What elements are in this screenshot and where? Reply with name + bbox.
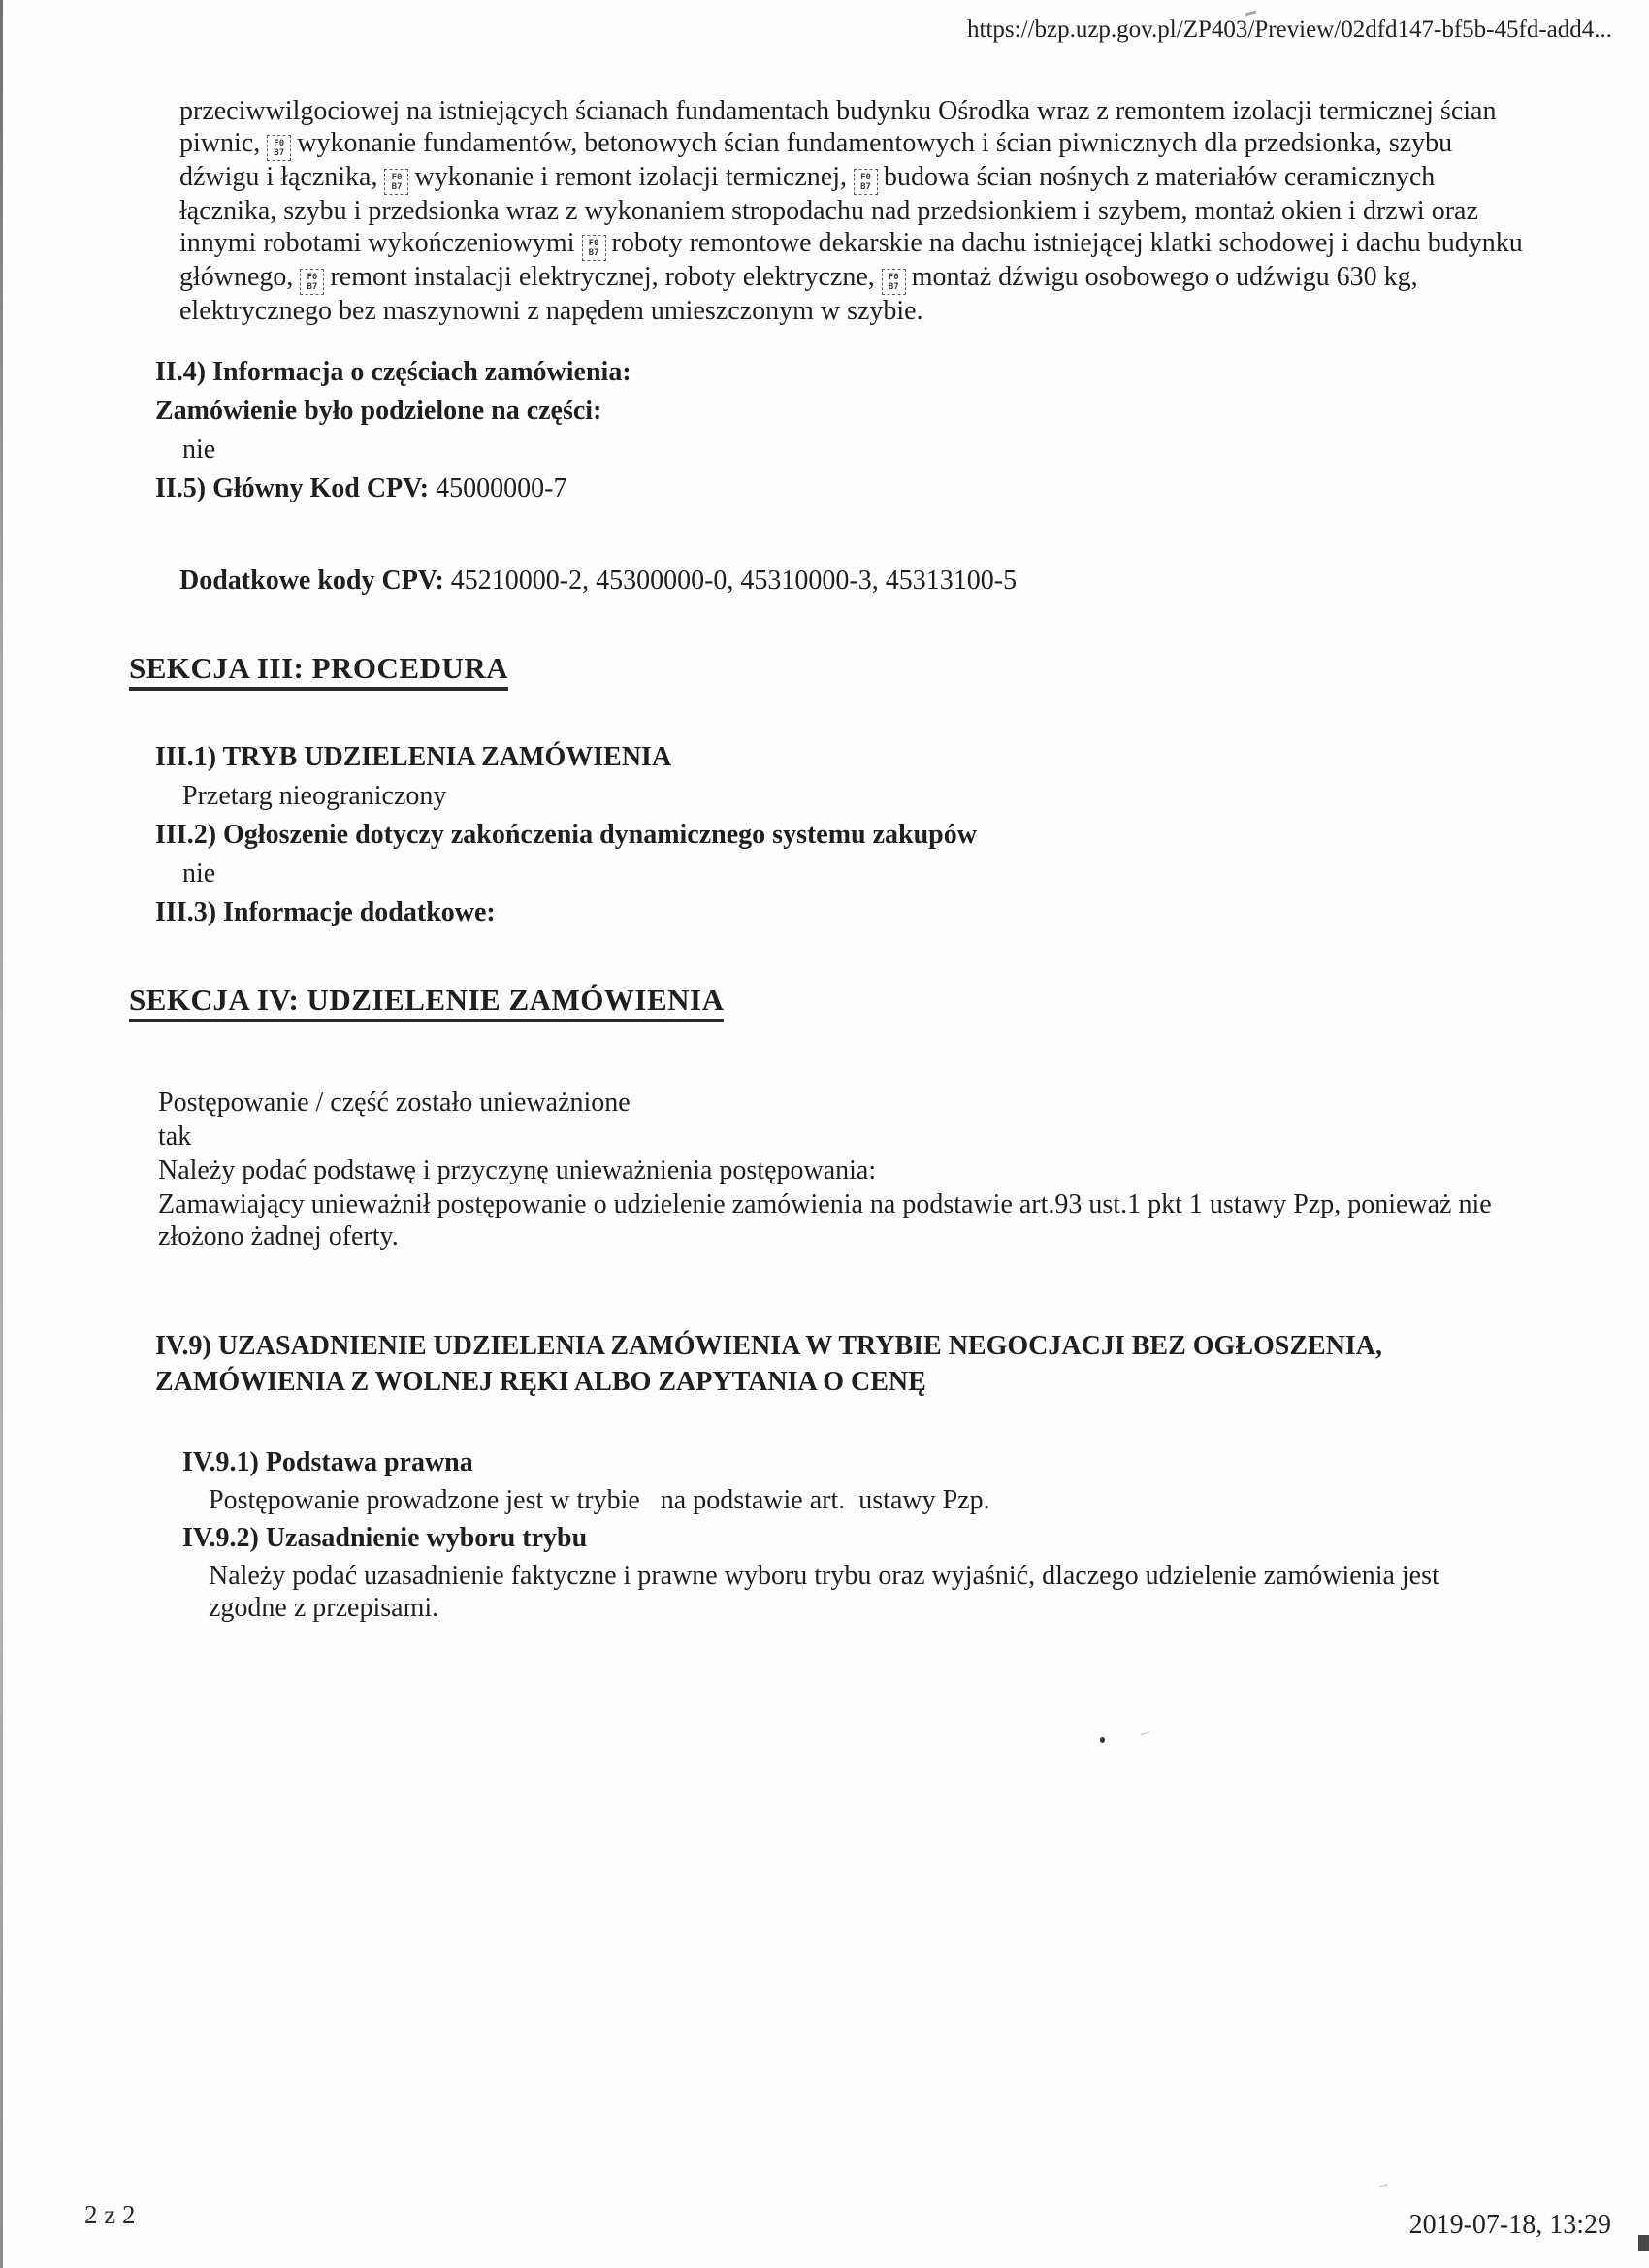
body-iv91: Postępowanie prowadzone jest w trybie na podstawie art. ustawy Pzp. bbox=[209, 1485, 990, 1515]
footer-page-indicator: 2 z 2 bbox=[84, 2200, 136, 2229]
heading-ii4: II.4) Informacja o częściach zamówienia: bbox=[155, 357, 631, 387]
label-ii5: II.5) Główny Kod CPV: bbox=[155, 473, 436, 503]
missing-glyph-icon: F0 B7 bbox=[582, 235, 606, 261]
body-iv92: Należy podać uzasadnienie faktyczne i prawne wyboru trybu oraz wyjaśnić, dlaczego udzielenie zamówienia jest zgodne z przepisami. bbox=[209, 1561, 1439, 1623]
intro-paragraph bbox=[179, 95, 1523, 327]
heading-iii3: III.3) Informacje dodatkowe: bbox=[155, 897, 496, 927]
scan-tick-artifact bbox=[1141, 1732, 1149, 1736]
footer-timestamp: 2019-07-18, 13:29 bbox=[1408, 2210, 1611, 2240]
iv9-subsections bbox=[129, 1446, 1526, 1624]
paragraph-text: wykonanie fundamentów, betonowych ścian fundamentowych i ścian piwnicznych dla przedsionka, szybu dźwigu i łącznika, bbox=[179, 128, 1453, 192]
value-cpv-extra: 45210000-2, 45300000-0, 45310000-3, 45313100-5 bbox=[450, 566, 1018, 596]
value-iii2: nie bbox=[182, 859, 216, 889]
scan-speck bbox=[1100, 1737, 1105, 1743]
heading-iii1: III.1) TRYB UDZIELENIA ZAMÓWIENIA bbox=[155, 742, 672, 772]
missing-glyph-icon: F0 B7 bbox=[882, 269, 906, 295]
value-iii1: Przetarg nieograniczony bbox=[182, 781, 447, 811]
paragraph-text: wykonanie i remont izolacji termicznej, bbox=[414, 162, 847, 192]
document-body bbox=[129, 95, 1526, 1624]
paragraph-text: roboty remontowe dekarskie na dachu istniejącej klatki schodowej i dachu budynku głównego, bbox=[179, 228, 1523, 292]
heading-iv91: IV.9.1) Podstawa prawna bbox=[182, 1447, 473, 1477]
missing-glyph-icon: F0 B7 bbox=[300, 269, 324, 295]
missing-glyph-icon: F0 B7 bbox=[854, 169, 878, 195]
missing-glyph-icon: F0 B7 bbox=[384, 169, 408, 195]
section-iii-heading: SEKCJA III: PROCEDURA bbox=[129, 651, 1526, 691]
paragraph-text: montaż dźwigu osobowego o udźwigu 630 kg, elektrycznego bez maszynowni z napędem umieszczonym w szybie. bbox=[179, 262, 1418, 326]
missing-glyph-icon: F0 B7 bbox=[267, 135, 291, 161]
label-cpv-extra: Dodatkowe kody CPV: bbox=[179, 566, 451, 596]
annulment-line: Postępowanie / część zostało unieważnione bbox=[158, 1087, 630, 1118]
heading-iv9: IV.9) UZASADNIENIE UDZIELENIA ZAMÓWIENIA W TRYBIE NEGOCJACJI BEZ OGŁOSZENIA, ZAMÓWIENIA Z WOLNEJ RĘKI ALBO ZAPYTANIA O CENĘ bbox=[155, 1331, 1383, 1397]
line-ii5 bbox=[155, 472, 1526, 504]
annulment-reason: Zamawiający unieważnił postępowanie o udzielenie zamówienia na podstawie art.93 ust.1 pkt 1 ustawy Pzp, ponieważ nie złożono żadnej oferty. bbox=[158, 1189, 1492, 1251]
paragraph-text: budowa ścian nośnych z materiałów ceramicznych łącznika, szybu i przedsionka wraz z wykonaniem stropodachu nad przedsionkiem i szybem, montaż okien i drzwi oraz innymi robotami wykończeniowymi bbox=[179, 162, 1478, 258]
line-cpv-extra bbox=[179, 565, 1526, 597]
scan-tick-artifact bbox=[1379, 2184, 1388, 2188]
paragraph-text: przeciwwilgociowej na istniejących ścianach fundamentach budynku Ośrodka wraz z remontem izolacji termicznej ścian piwnic, bbox=[179, 96, 1497, 158]
scanner-edge-line bbox=[0, 0, 3, 2268]
section-iii-body bbox=[129, 741, 1526, 928]
value-ii5: 45000000-7 bbox=[436, 473, 567, 503]
paragraph-text: remont instalacji elektrycznej, roboty elektryczne, bbox=[330, 262, 875, 292]
header-url: https://bzp.uzp.gov.pl/ZP403/Preview/02dfd147-bf5b-45fd-add4... bbox=[967, 16, 1612, 43]
heading-iii2: III.2) Ogłoszenie dotyczy zakończenia dynamicznego systemu zakupów bbox=[155, 820, 977, 850]
annulment-block bbox=[158, 1086, 1516, 1252]
value-ii4: nie bbox=[182, 435, 216, 465]
section-iv-heading: SEKCJA IV: UDZIELENIE ZAMÓWIENIA bbox=[129, 983, 1526, 1022]
scan-corner-artifact bbox=[1638, 2235, 1649, 2251]
annulment-line: Należy podać podstawę i przyczynę unieważnienia postępowania: bbox=[158, 1155, 877, 1185]
annulment-line: tak bbox=[158, 1121, 192, 1151]
heading-iv92: IV.9.2) Uzasadnienie wyboru trybu bbox=[182, 1523, 588, 1553]
heading-ii4-sub: Zamówienie było podzielone na części: bbox=[155, 396, 602, 426]
